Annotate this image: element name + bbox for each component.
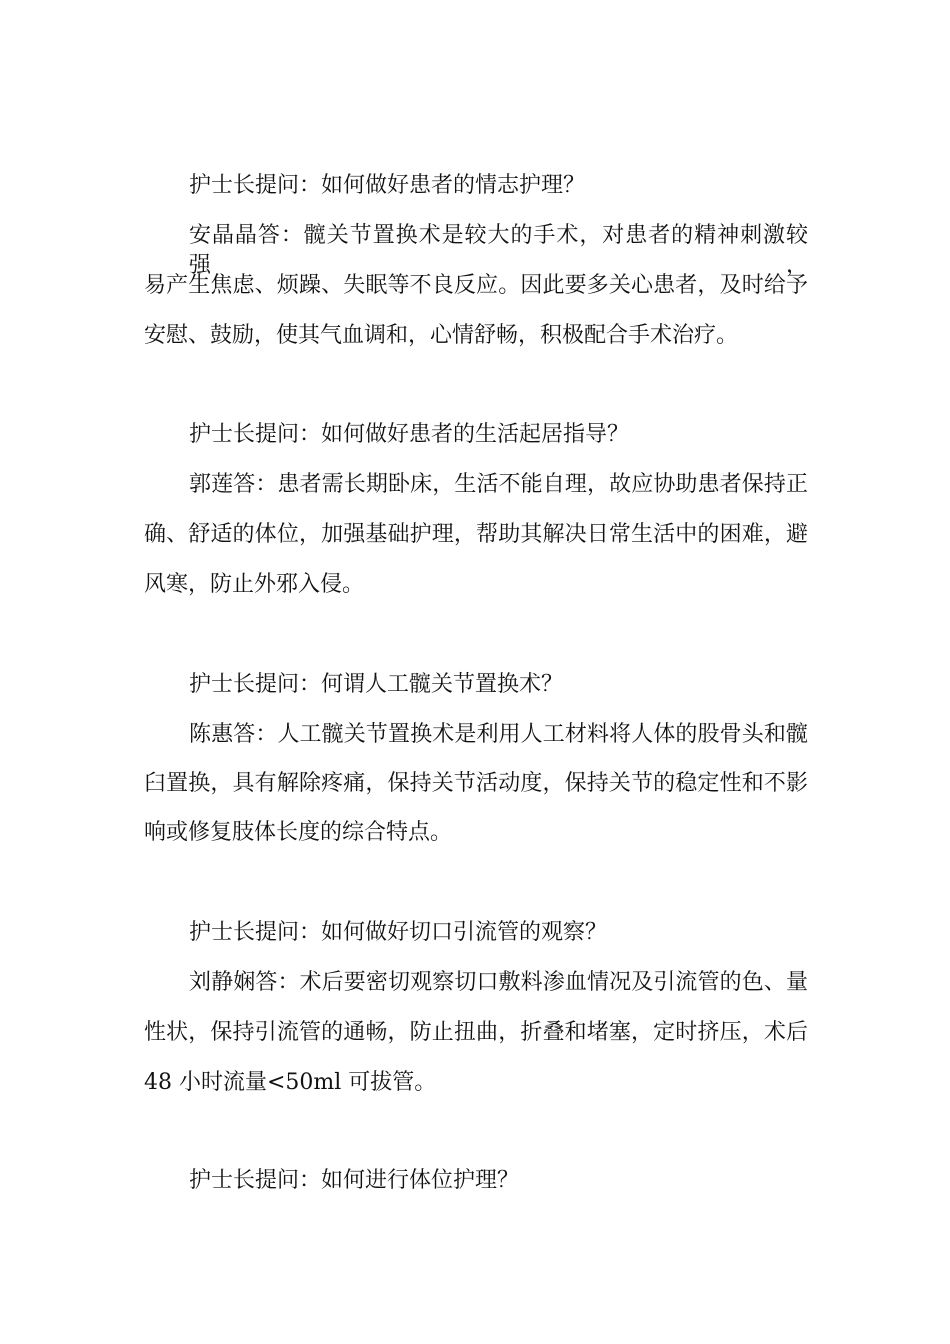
- answer-1-line-2: 易产生焦虑、烦躁、失眠等不良反应。因此要多关心患者，及时给予: [144, 273, 808, 298]
- answer-3-line-3: 响或修复肢体长度的综合特点。: [144, 820, 453, 845]
- question-2: 护士长提问：如何做好患者的生活起居指导？: [189, 422, 630, 447]
- question-3: 护士长提问：何谓人工髋关节置换术？: [189, 672, 564, 697]
- question-4: 护士长提问：如何做好切口引流管的观察？: [189, 920, 608, 945]
- answer-4-line-1: 刘静娴答：术后要密切观察切口敷料渗血情况及引流管的色、量: [189, 970, 808, 995]
- answer-2-line-3: 风寒，防止外邪入侵。: [144, 572, 365, 597]
- answer-1-line-3: 安慰、鼓励，使其气血调和，心情舒畅，积极配合手术治疗。: [144, 323, 739, 348]
- answer-3-line-1: 陈惠答：人工髋关节置换术是利用人工材料将人体的股骨头和髋: [189, 722, 808, 747]
- question-1: 护士长提问：如何做好患者的情志护理？: [189, 173, 586, 198]
- answer-2-line-2: 确、舒适的体位，加强基础护理，帮助其解决日常生活中的困难，避: [144, 522, 808, 547]
- question-5: 护士长提问：如何进行体位护理？: [189, 1168, 520, 1193]
- answer-4-line-2: 性状，保持引流管的通畅，防止扭曲，折叠和堵塞，定时挤压，术后: [144, 1020, 808, 1045]
- answer-3-line-2: 臼置换，具有解除疼痛，保持关节活动度，保持关节的稳定性和不影: [144, 771, 808, 796]
- answer-1-line-1: 安晶晶答：髋关节置换术是较大的手术，对患者的精神刺激较强，: [189, 223, 808, 278]
- answer-2-line-1: 郭莲答：患者需长期卧床，生活不能自理，故应协助患者保持正: [189, 472, 808, 497]
- answer-4-line-3: 48 小时流量<50ml 可拔管。: [144, 1070, 437, 1095]
